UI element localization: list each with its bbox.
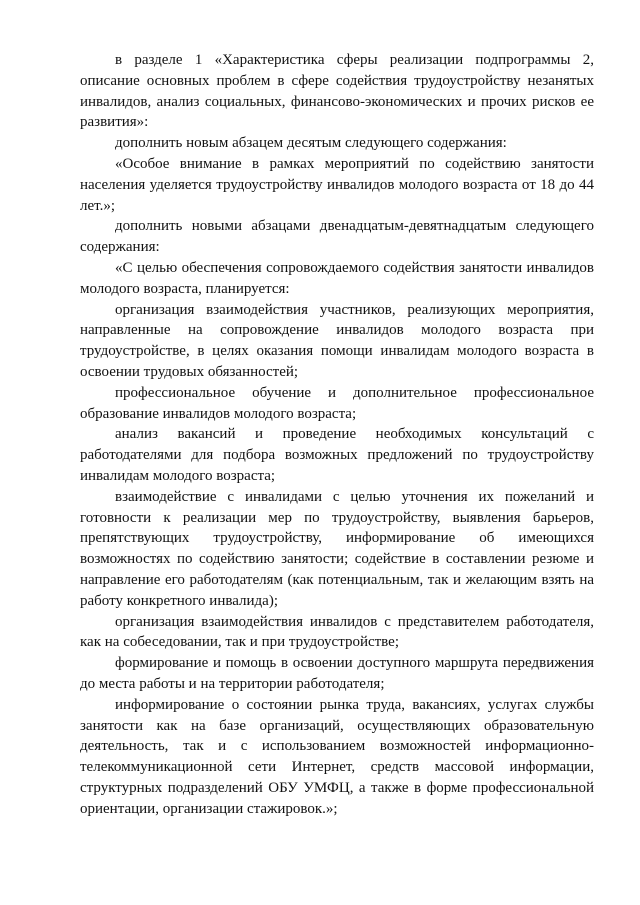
paragraph-section-1-intro: в разделе 1 «Характеристика сферы реализации подпрограммы 2, описание основных проблем в сфере содействия трудоустройству незанятых инвалидов, анализ социальных, финансово-экономических и прочих рисков ее развития»:: [80, 52, 594, 131]
list-item-route-assistance: формирование и помощь в освоении доступного маршрута передвижения до места работы и на территории работодателя;: [80, 655, 594, 692]
list-item-vacancy-analysis: анализ вакансий и проведение необходимых консультаций с работодателями для подбора возможных предложений по трудоустройству инвалидам молодого возраста;: [80, 426, 594, 484]
list-item-labor-market-info: информирование о состоянии рынка труда, вакансиях, услугах службы занятости как на базе организаций, осуществляющих образовательную деятельность, так и с использованием возможностей информационно-телекоммуникационной сети Интернет, средств массовой информации, структурных подразделений ОБУ УМФЦ, а также в форме профессиональной ориентации, организации стажировок.»;: [80, 696, 594, 817]
list-item-interaction-disabled: взаимодействие с инвалидами с целью уточнения их пожеланий и готовности к реализации мер по трудоустройству, выявления барьеров, препятствующих трудоустройству, информирование об имеющихся возможностях по содействию занятости; содействие в составлении резюме и направление его работодателям (как потенциальным, так и желающим взять на работу конкретного инвалида);: [80, 488, 594, 609]
list-item-professional-training: профессиональное обучение и дополнительное профессиональное образование инвалидов молодого возраста;: [80, 384, 594, 422]
paragraph-special-attention: «Особое внимание в рамках мероприятий по содействию занятости населения уделяется трудоустройству инвалидов молодого возраста от 18 до 44 лет.»;: [80, 155, 594, 214]
paragraph-purpose: «С целью обеспечения сопровождаемого содействия занятости инвалидов молодого возраста, планируется:: [80, 259, 594, 297]
paragraph-add-tenth: дополнить новым абзацем десятым следующего содержания:: [115, 135, 507, 152]
list-item-employer-interaction: организация взаимодействия инвалидов с представителем работодателя, как на собеседовании, так и при трудоустройстве;: [80, 613, 594, 651]
paragraph-add-twelfth-nineteenth: дополнить новыми абзацами двенадцатым-девятнадцатым следующего содержания:: [80, 218, 594, 256]
list-item-interaction-participants: организация взаимодействия участников, реализующих мероприятия, направленные на сопровождение инвалидов молодого возраста при трудоустройстве, в целях оказания помощи инвалидам молодого возраста в освоении трудовых обязанностей;: [80, 301, 594, 380]
